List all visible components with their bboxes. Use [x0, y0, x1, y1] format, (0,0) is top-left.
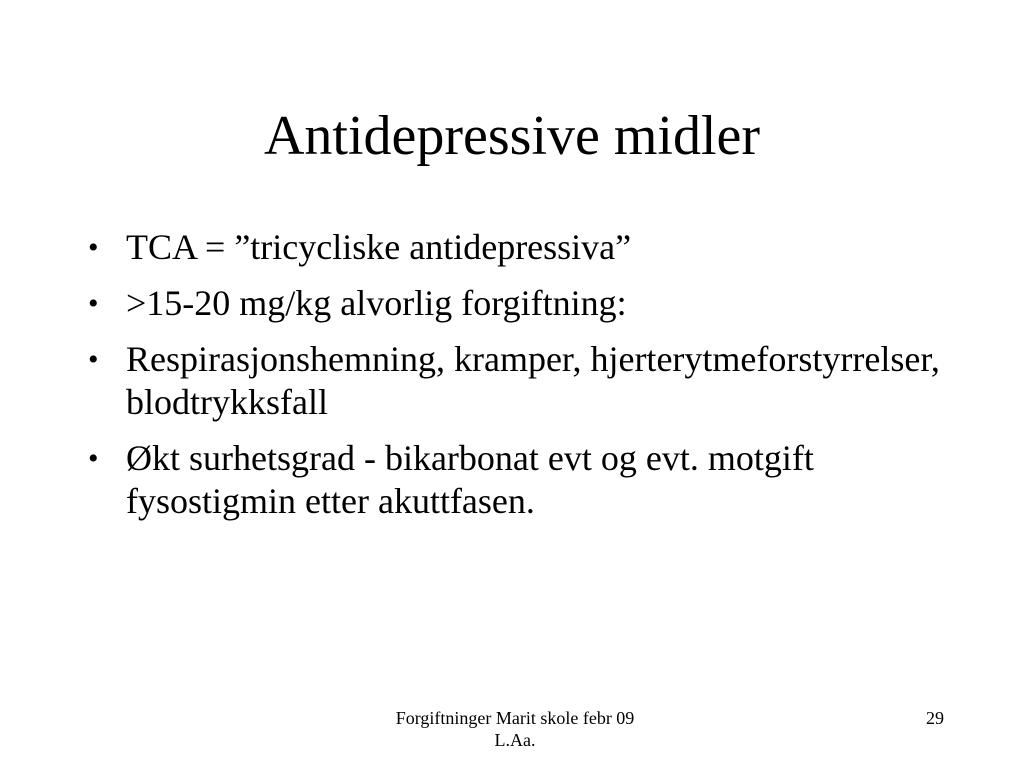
bullet-item-4 — [82, 437, 962, 523]
bullet-marker: • — [88, 287, 99, 320]
bullet-text: >15-20 mg/kg alvorlig forgiftning: — [126, 283, 627, 323]
slide-title: Antidepressive midler — [263, 105, 761, 167]
bullet-marker: • — [88, 231, 99, 264]
bullet-text: Økt surhetsgrad - bikarbonat evt og evt. motgift fysostigmin etter akuttfasen. — [126, 438, 814, 521]
page-number: 29 — [926, 708, 944, 728]
bullet-item-3 — [82, 338, 962, 424]
bullet-item-1 — [82, 226, 962, 269]
footer-line-2: L.Aa. — [494, 730, 536, 750]
footer-text — [362, 707, 668, 751]
bullet-list — [82, 226, 962, 536]
bullet-text: Respirasjonshemning, kramper, hjerterytmeforstyrrelser, blodtrykksfall — [126, 339, 940, 422]
footer-line-1: Forgiftninger Marit skole febr 09 — [395, 708, 635, 728]
bullet-marker: • — [88, 442, 99, 475]
bullet-marker: • — [88, 343, 99, 376]
bullet-text: TCA = ”tricycliske antidepressiva” — [126, 227, 632, 267]
bullet-item-2 — [82, 282, 962, 325]
